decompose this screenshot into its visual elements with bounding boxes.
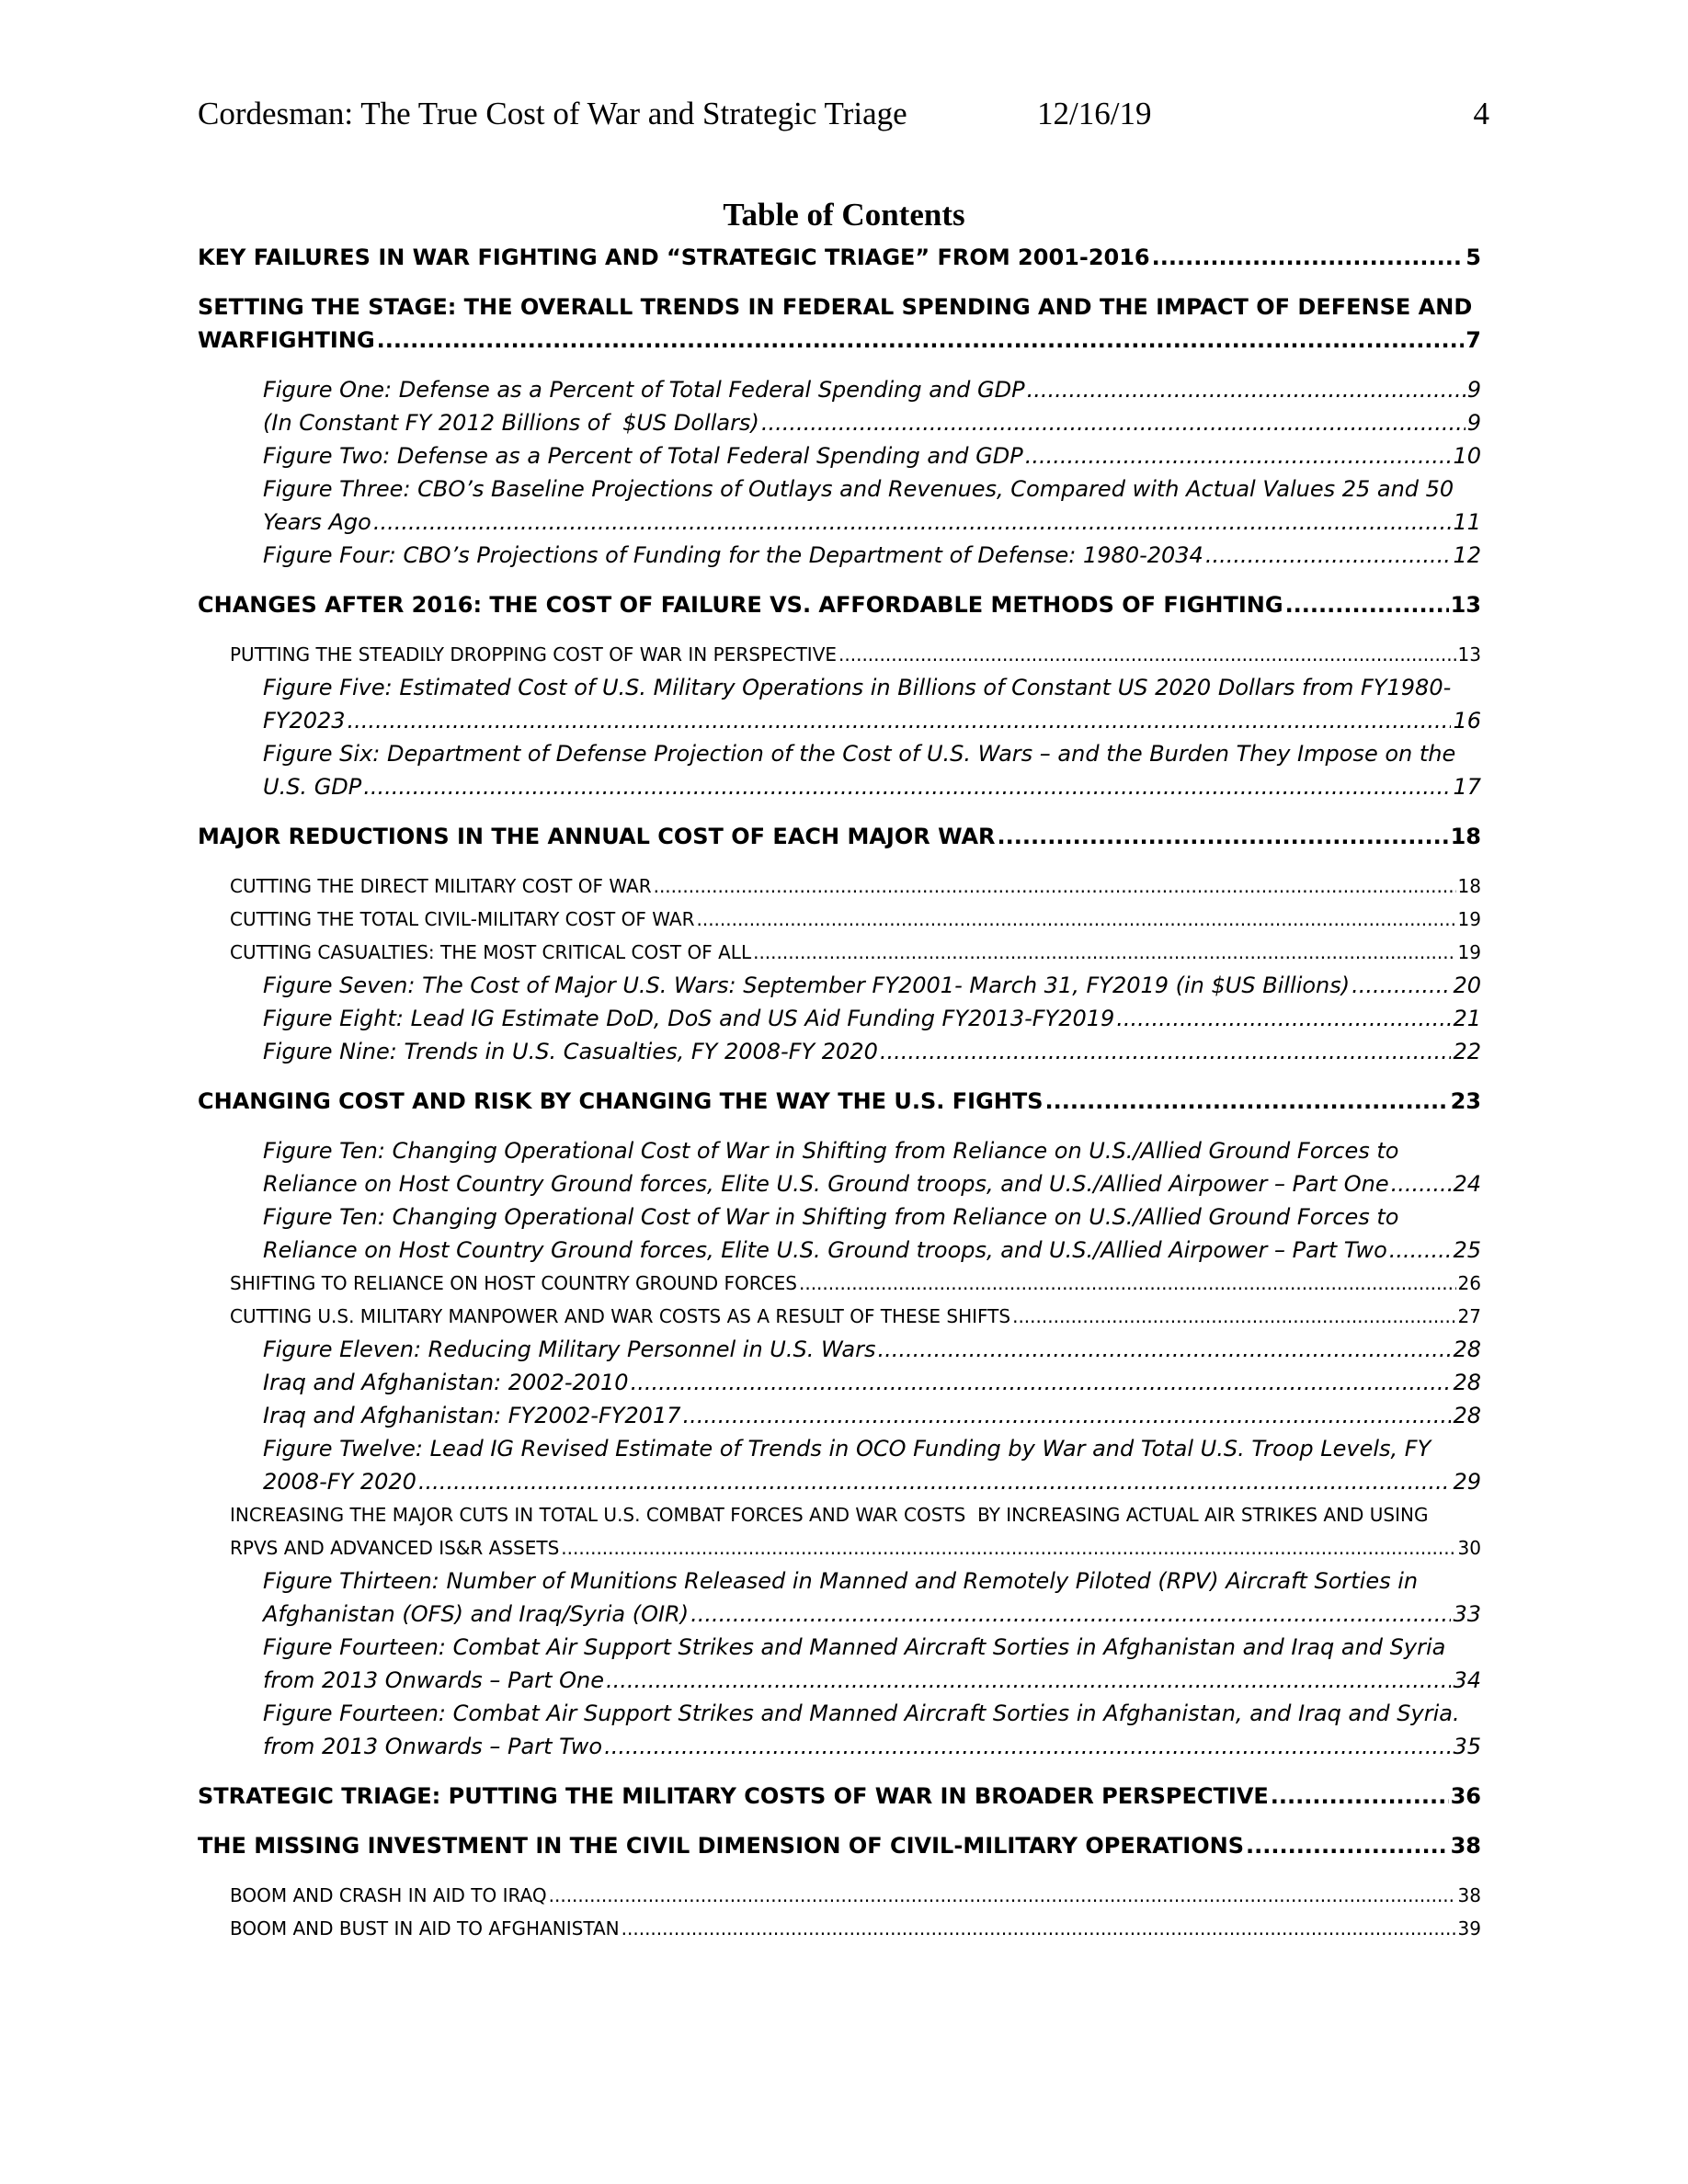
toc-page-number: 28 [1453,1337,1481,1362]
dot-leader [363,770,1451,803]
toc-entry-text: CHANGING COST AND RISK BY CHANGING THE WAY THE U.S. FIGHTS [198,1088,1044,1114]
toc-subsection-entry[interactable] [230,1300,1481,1333]
toc-heading: Table of Contents [723,197,965,233]
toc-page-number: 18 [1450,824,1481,849]
toc-entry-text: CUTTING THE TOTAL CIVIL-MILITARY COST OF WAR [230,908,695,930]
toc-entry-text: Figure Fourteen: Combat Air Support Strikes and Manned Aircraft Sorties in Afghanistan and Iraq and Syria [263,1634,1446,1660]
dot-leader [696,903,1455,936]
toc-page-number: 28 [1453,1403,1481,1428]
toc-entry-text: from 2013 Onwards – Part One [263,1667,604,1693]
dot-leader [606,1664,1451,1697]
toc-figure-entry[interactable] [263,1002,1481,1035]
dot-leader [1285,588,1449,621]
dot-leader [878,1333,1452,1366]
toc-figure-entry[interactable] [263,1399,1481,1432]
toc-section-entry[interactable] [198,1780,1481,1813]
dot-leader [998,820,1449,853]
toc-entry-text: PUTTING THE STEADILY DROPPING COST OF WAR IN PERSPECTIVE [230,643,838,665]
toc-page-number: 9 [1466,377,1481,403]
toc-subsection-entry[interactable] [230,1267,1481,1300]
toc-entry-text: STRATEGIC TRIAGE: PUTTING THE MILITARY COSTS OF WAR IN BROADER PERSPECTIVE [198,1783,1269,1809]
toc-subsection-entry[interactable] [230,1879,1481,1912]
toc-entry-text: WARFIGHTING [198,327,375,353]
dot-leader [761,406,1466,439]
toc-figure-entry[interactable] [263,1035,1481,1068]
toc-page-number: 18 [1457,875,1481,897]
toc-section-entry[interactable] [198,241,1481,274]
toc-entry-text: BOOM AND BUST IN AID TO AFGHANISTAN [230,1917,620,1939]
toc-page-number: 27 [1457,1305,1481,1327]
dot-leader [622,1912,1456,1945]
toc-figure-entry[interactable] [263,1366,1481,1399]
toc-entry-text: Figure Three: CBO’s Baseline Projections of Outlays and Revenues, Compared with Actual Values 25 and 50 [263,476,1454,502]
toc-page-number: 11 [1453,509,1481,535]
toc-page-number: 22 [1453,1039,1481,1064]
dot-leader [838,638,1456,671]
dot-leader [683,1399,1452,1432]
toc-entry-text: Reliance on Host Country Ground forces, Elite U.S. Ground troops, and U.S./Allied Airpower – Part One [263,1171,1389,1197]
toc-entry-text: CUTTING THE DIRECT MILITARY COST OF WAR [230,875,652,897]
toc-entry-text: Figure Two: Defense as a Percent of Total Federal Spending and GDP [263,443,1023,469]
toc-page-number: 33 [1453,1601,1481,1627]
toc-page-number: 12 [1453,542,1481,568]
toc-page-number: 23 [1450,1088,1481,1114]
header-title: Cordesman: The True Cost of War and Strategic Triage [198,96,907,131]
toc-page-number: 39 [1457,1917,1481,1939]
dot-leader [1205,539,1452,572]
toc-subsection-entry[interactable] [230,870,1481,903]
toc-section-entry[interactable] [198,820,1481,853]
toc-entry-text: Years Ago [263,509,371,535]
toc-section-entry[interactable] [198,1829,1481,1862]
toc-entry-text: Figure Eleven: Reducing Military Personnel in U.S. Wars [263,1337,876,1362]
toc-entry-text: (In Constant FY 2012 Billions of $US Dollars) [263,410,759,436]
toc-page-number: 24 [1453,1171,1481,1197]
dot-leader [799,1267,1456,1300]
toc-page-number: 38 [1457,1884,1481,1906]
dot-leader [1352,969,1451,1002]
toc-entry-text: Figure Ten: Changing Operational Cost of War in Shifting from Reliance on U.S./Allied Ground Forces to [263,1138,1399,1164]
toc-entry-text: U.S. GDP [263,774,362,800]
toc-entry-text: Figure Six: Department of Defense Projection of the Cost of U.S. Wars – and the Burden They Impose on the [263,741,1456,767]
toc-figure-entry[interactable] [263,1631,1481,1697]
toc-page-number: 28 [1453,1370,1481,1395]
toc-subsection-entry[interactable] [230,1912,1481,1945]
toc-figure-entry[interactable] [263,406,1481,439]
dot-leader [1025,439,1452,472]
dot-leader [690,1598,1451,1631]
toc-page-number: 26 [1457,1272,1481,1294]
dot-leader [549,1879,1456,1912]
dot-leader [348,704,1452,737]
toc-section-entry[interactable] [198,290,1481,357]
dot-leader [418,1465,1452,1498]
toc-entry-text: Figure Seven: The Cost of Major U.S. Wars: September FY2001- March 31, FY2019 (in $US Billions) [263,973,1351,998]
toc-page-number: 10 [1453,443,1481,469]
dot-leader [1116,1002,1451,1035]
header-page-number: 4 [1473,96,1489,131]
toc-entry-text: Figure Twelve: Lead IG Revised Estimate of Trends in OCO Funding by War and Total U.S. Troop Levels, FY [263,1436,1431,1462]
toc-page-number: 5 [1466,245,1481,270]
toc-entry-text: CUTTING CASUALTIES: THE MOST CRITICAL COST OF ALL [230,941,752,963]
dot-leader [1027,373,1466,406]
toc-entry-text: Figure Ten: Changing Operational Cost of War in Shifting from Reliance on U.S./Allied Ground Forces to [263,1204,1399,1230]
dot-leader [753,936,1455,969]
toc-entry-text: Figure Nine: Trends in U.S. Casualties, FY 2008-FY 2020 [263,1039,878,1064]
toc-entry-text: RPVS AND ADVANCED IS&R ASSETS [230,1537,560,1559]
toc-entry-text: Iraq and Afghanistan: FY2002-FY2017 [263,1403,681,1428]
toc-page-number: 9 [1466,410,1481,436]
toc-subsection-entry[interactable] [230,1498,1481,1564]
toc-page-number: 13 [1457,643,1481,665]
toc-page-number: 30 [1457,1537,1481,1559]
toc-entry-text: Figure Five: Estimated Cost of U.S. Military Operations in Billions of Constant US 2020 Dollars from FY1980- [263,675,1452,700]
toc-page-number: 7 [1466,327,1481,353]
dot-leader [604,1730,1451,1763]
toc-page-number: 21 [1453,1006,1481,1031]
toc-page-number: 16 [1453,708,1481,734]
toc-entry-text: CUTTING U.S. MILITARY MANPOWER AND WAR COSTS AS A RESULT OF THESE SHIFTS [230,1305,1011,1327]
toc-entry-text: Figure Four: CBO’s Projections of Funding for the Department of Defense: 1980-2034 [263,542,1203,568]
toc-entry-text: Afghanistan (OFS) and Iraq/Syria (OIR) [263,1601,690,1627]
toc-page-number: 19 [1457,941,1481,963]
toc-figure-entry[interactable] [263,539,1481,572]
toc-figure-entry[interactable] [263,1333,1481,1366]
toc-section-entry[interactable] [198,1085,1481,1118]
toc-subsection-entry[interactable] [230,936,1481,969]
dot-leader [377,324,1465,357]
dot-leader [631,1366,1452,1399]
dot-leader [1271,1780,1449,1813]
toc-entry-text: FY2023 [263,708,346,734]
toc-entry-text: Figure Thirteen: Number of Munitions Released in Manned and Remotely Piloted (RPV) Aircraft Sorties in [263,1568,1419,1594]
toc-page-number: 36 [1450,1783,1481,1809]
dot-leader [1389,1234,1452,1267]
dot-leader [1012,1300,1455,1333]
toc-page-number: 29 [1453,1469,1481,1495]
dot-leader [654,870,1456,903]
dot-leader [1246,1829,1449,1862]
toc-figure-entry[interactable] [263,1564,1481,1631]
toc-page-number: 34 [1453,1667,1481,1693]
dot-leader [561,1531,1455,1564]
toc-page-number: 13 [1450,592,1481,618]
toc-figure-entry[interactable] [263,439,1481,472]
dot-leader [1152,241,1465,274]
header-date: 12/16/19 [1037,96,1152,131]
toc-page-number: 35 [1453,1734,1481,1759]
toc-page-number: 20 [1453,973,1481,998]
toc-figure-entry[interactable] [263,1134,1481,1200]
toc-figure-entry[interactable] [263,737,1481,803]
toc-entry-text: 2008-FY 2020 [263,1469,416,1495]
toc-entry-text: Figure One: Defense as a Percent of Total Federal Spending and GDP [263,377,1025,403]
toc-figure-entry[interactable] [263,472,1481,539]
toc-figure-entry[interactable] [263,373,1481,406]
toc-page-number: 38 [1450,1833,1481,1859]
toc-entry-text: KEY FAILURES IN WAR FIGHTING AND “STRATEGIC TRIAGE” FROM 2001-2016 [198,245,1150,270]
toc-figure-entry[interactable] [263,1200,1481,1267]
dot-leader [373,506,1452,539]
toc-entry-text: Figure Eight: Lead IG Estimate DoD, DoS and US Aid Funding FY2013-FY2019 [263,1006,1115,1031]
toc-figure-entry[interactable] [263,671,1481,737]
toc-entry-text: Reliance on Host Country Ground forces, Elite U.S. Ground troops, and U.S./Allied Airpower – Part Two [263,1237,1387,1263]
toc-subsection-entry[interactable] [230,638,1481,671]
dot-leader [1391,1167,1452,1200]
toc-subsection-entry[interactable] [230,903,1481,936]
toc-figure-entry[interactable] [263,1697,1481,1763]
toc-page-number: 17 [1453,774,1481,800]
toc-entry-text: Figure Fourteen: Combat Air Support Strikes and Manned Aircraft Sorties in Afghanistan, and Iraq and Syria. [263,1701,1460,1726]
toc-entry-text: from 2013 Onwards – Part Two [263,1734,603,1759]
toc-entry-text: INCREASING THE MAJOR CUTS IN TOTAL U.S. COMBAT FORCES AND WAR COSTS BY INCREASING ACTUAL AIR STRIKES AND USING [230,1504,1429,1526]
dot-leader [1045,1085,1449,1118]
dot-leader [880,1035,1452,1068]
toc-entry-text: THE MISSING INVESTMENT IN THE CIVIL DIMENSION OF CIVIL-MILITARY OPERATIONS [198,1833,1244,1859]
toc-figure-entry[interactable] [263,1432,1481,1498]
toc-section-entry[interactable] [198,588,1481,621]
toc-entry-text: CHANGES AFTER 2016: THE COST OF FAILURE VS. AFFORDABLE METHODS OF FIGHTING [198,592,1283,618]
toc-page-number: 19 [1457,908,1481,930]
running-header [198,96,1489,143]
toc-page-number: 25 [1453,1237,1481,1263]
toc-figure-entry[interactable] [263,969,1481,1002]
toc-entry-text: MAJOR REDUCTIONS IN THE ANNUAL COST OF EACH MAJOR WAR [198,824,996,849]
toc-entry-text: BOOM AND CRASH IN AID TO IRAQ [230,1884,547,1906]
toc-entry-text: SHIFTING TO RELIANCE ON HOST COUNTRY GROUND FORCES [230,1272,797,1294]
toc-entry-text: SETTING THE STAGE: THE OVERALL TRENDS IN FEDERAL SPENDING AND THE IMPACT OF DEFENSE AND [198,294,1473,320]
toc-entry-text: Iraq and Afghanistan: 2002-2010 [263,1370,629,1395]
